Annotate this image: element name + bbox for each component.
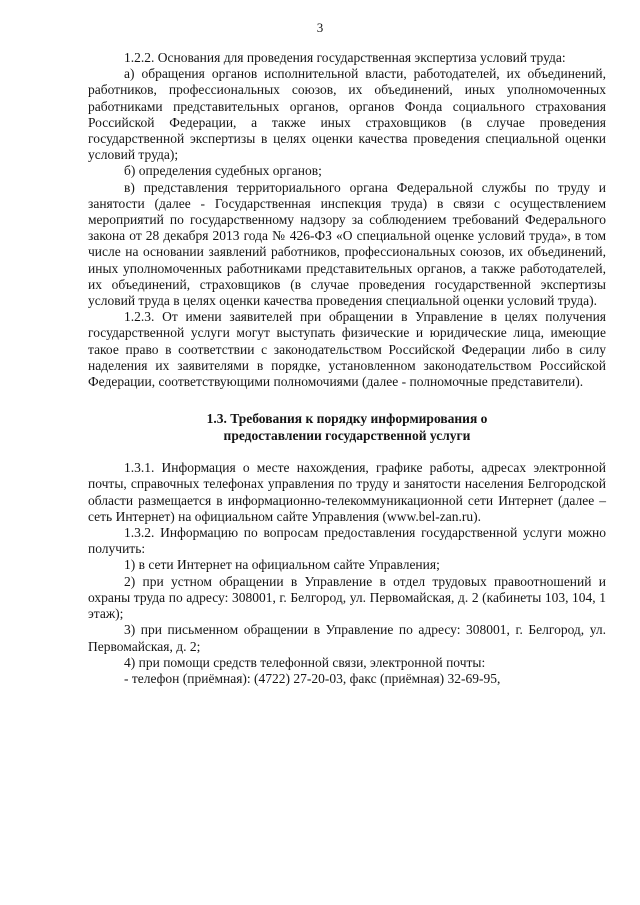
phone-fax-line: - телефон (приёмная): (4722) 27-20-03, факс (приёмная) 32-69-95, <box>124 670 501 686</box>
paragraph-1-3-2: 1.3.2. Информацию по вопросам предоставления государственной услуги можно получить: <box>88 525 606 557</box>
section-heading-1-3 <box>88 410 606 444</box>
list-item-internet: 1) в сети Интернет на официальном сайте Управления; <box>124 557 440 573</box>
list-item-oral-appeal: 2) при устном обращении в Управление в отдел трудовых правоотношений и охраны труда по адресу: 308001, г. Белгород, ул. Первомайская, д. 2 (кабинеты 103, 104, 1 этаж); <box>88 573 606 622</box>
paragraph-1-2-2: 1.2.2. Основания для проведения государственная экспертиза условий труда: <box>124 50 566 65</box>
item-v-labor-inspection: в) представления территориального органа Федеральной службы по труду и занятости (далее - Государственная инспекция труда) в связи с осуществлением мероприятий по государственному надзору за соблюдением требований Федерального закона от 28 декабря 2013 года № 426-ФЗ «О специальной оценке условий труда», в том числе на основании заявлений работников, профессиональных союзов, их объединений, иных уполномоченных работниками представительных органов, а также работодателей, их объединений, страховщиков (в случае проведения государственной экспертизы условий труда в целях оценки качества проведения специальной оценки условий труда). <box>88 179 606 309</box>
list-item-written-appeal: 3) при письменном обращении в Управление по адресу: 308001, г. Белгород, ул. Первомайская, д. 2; <box>88 622 606 654</box>
item-a-appeals: а) обращения органов исполнительной власти, работодателей, их объединений, работников, профессиональных союзов, их объединений, иных уполномоченных работниками представительных органов, органов Фонда социального страхования Российской Федерации, а также иных страховщиков (в случае проведения государственной экспертизы в целях оценки качества проведения специальной оценки условий труда); <box>88 66 606 163</box>
page-number: 3 <box>316 20 324 35</box>
paragraph-1-2-3: 1.2.3. От имени заявителей при обращении в Управление в целях получения государственной услуги могут выступать физические и юридические лица, имеющие такое право в соответствии с законодательством Российской Федерации либо в силу наделения их заявителями в порядке, установленном законодательством Российской Федерации, соответствующими полномочиями (далее - полномочные представители). <box>88 309 606 390</box>
paragraph-1-3-1: 1.3.1. Информация о месте нахождения, графике работы, адресах электронной почты, справочных телефонах управления по труду и занятости населения Белгородской области размещается в информационно-телекоммуникационной сети Интернет (далее – сеть Интернет) на официальном сайте Управления (www.bel-zan.ru). <box>88 460 606 524</box>
list-item-phone-email: 4) при помощи средств телефонной связи, электронной почты: <box>124 654 486 670</box>
heading-line-2: предоставлении государственной услуги <box>223 428 471 444</box>
item-b-court-rulings: б) определения судебных органов; <box>124 163 322 179</box>
heading-line-1: 1.3. Требования к порядку информирования о <box>206 411 488 427</box>
document-body <box>88 50 606 687</box>
